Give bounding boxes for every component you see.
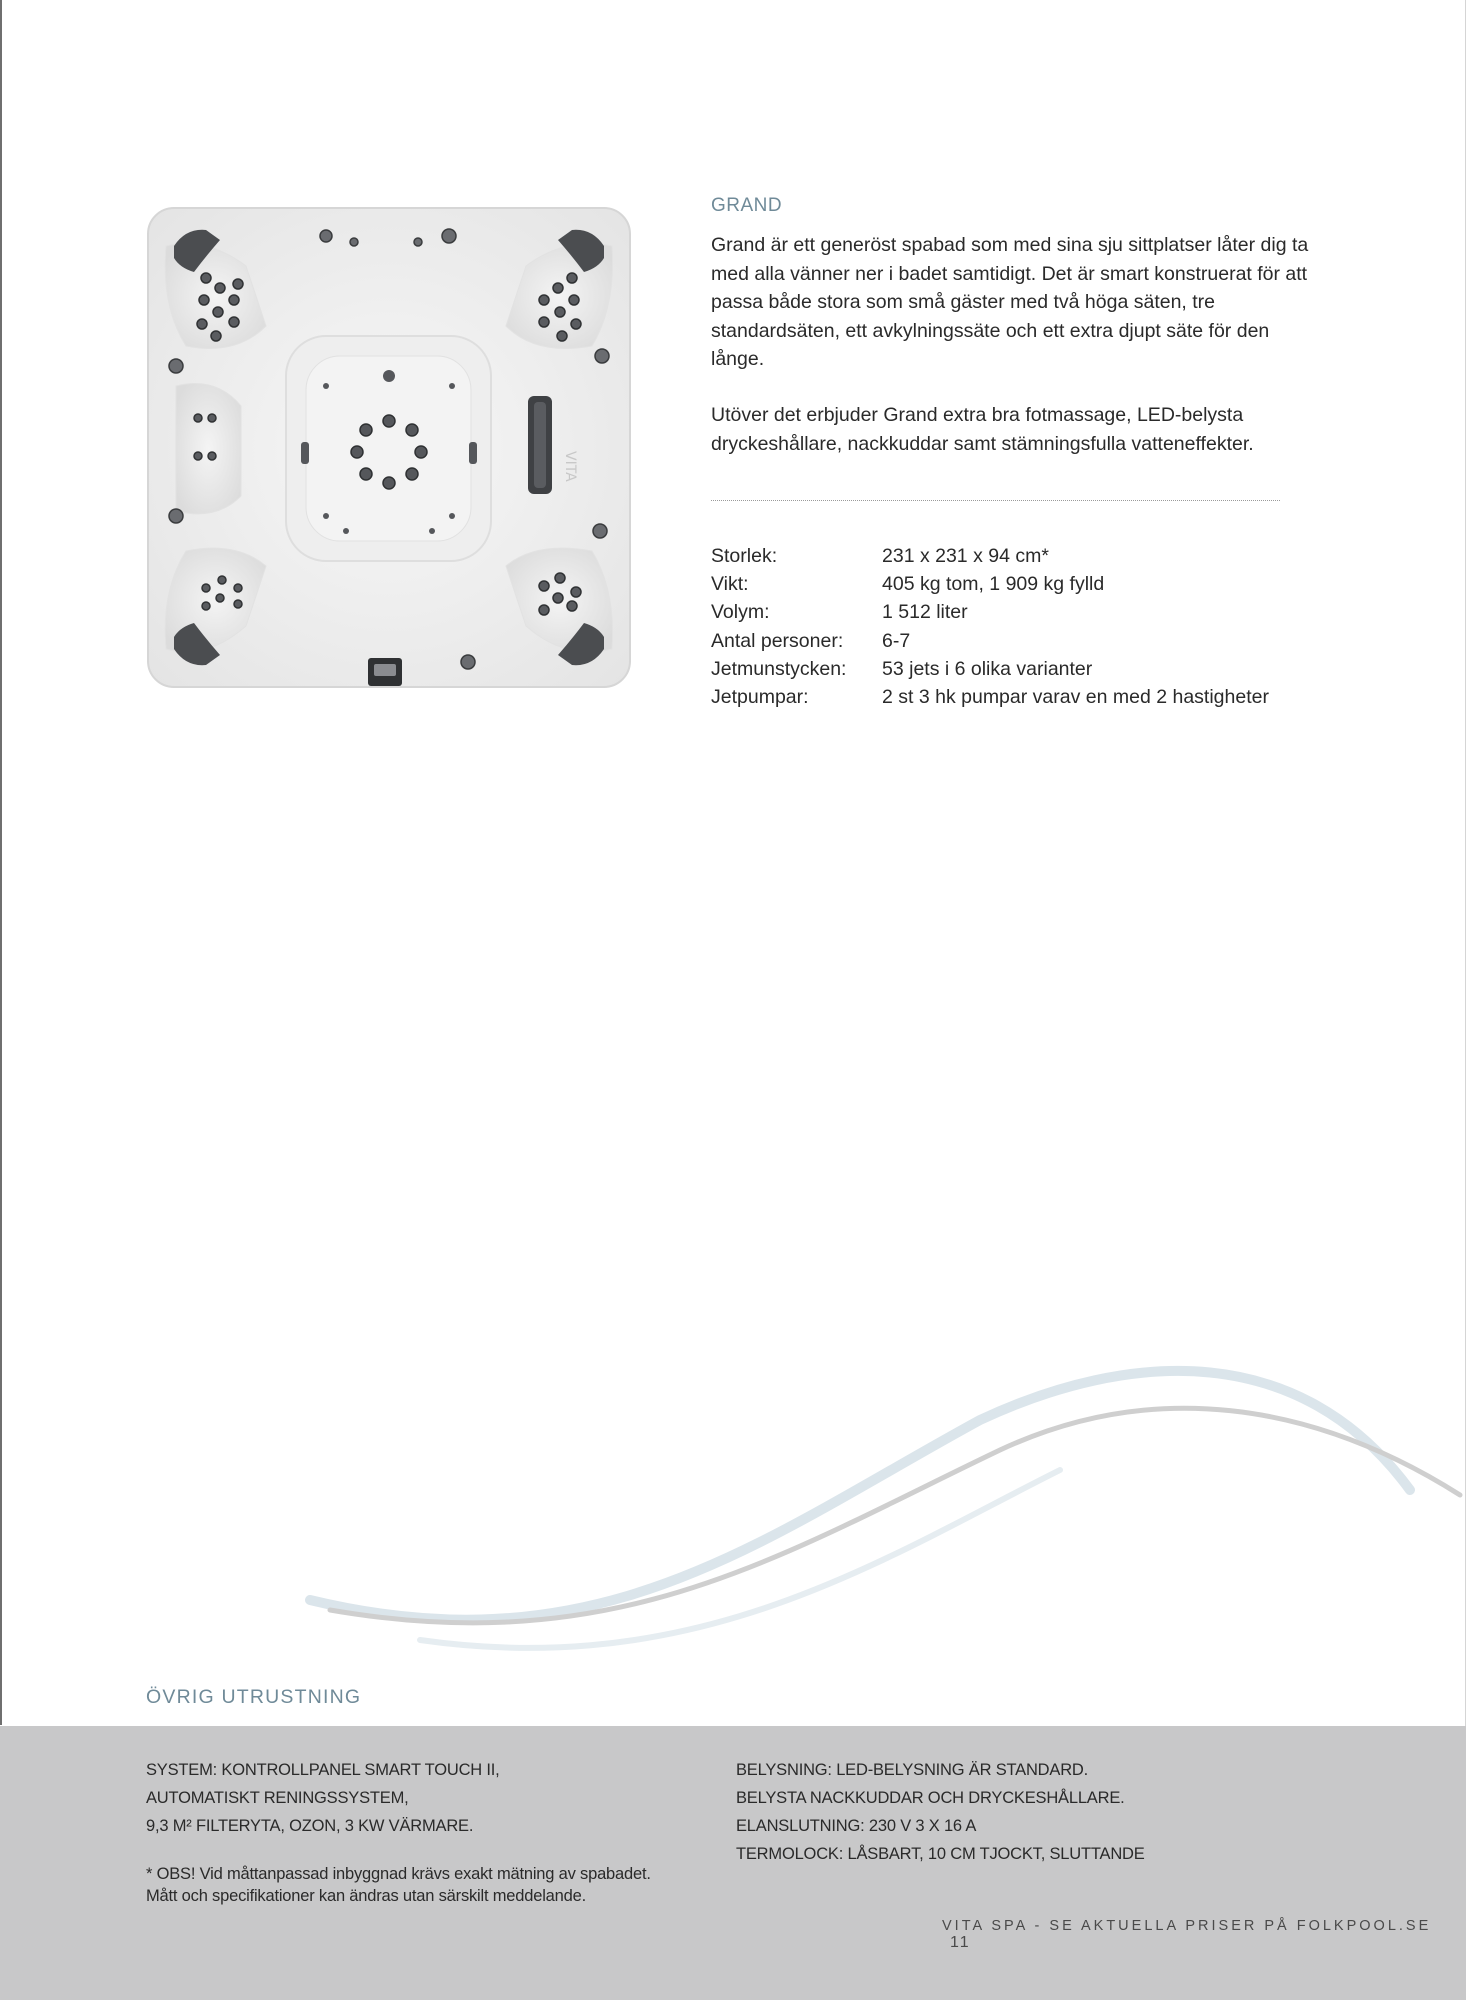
spa-top-view-image: [146, 206, 632, 689]
spec-row: [711, 598, 1269, 626]
spec-label: Jetmunstycken:: [711, 657, 847, 680]
spec-row: [711, 655, 1269, 683]
equipment-line: 9,3 M² FILTERYTA, OZON, 3 KW VÄRMARE.: [146, 1817, 474, 1835]
decorative-wave: [0, 1340, 1466, 1680]
equipment-line: SYSTEM: KONTROLLPANEL SMART TOUCH II,: [146, 1761, 500, 1779]
spec-label: Jetpumpar:: [711, 686, 809, 709]
spec-value: 6-7: [882, 629, 911, 652]
spec-label: Storlek:: [711, 545, 778, 567]
spec-row: [711, 570, 1269, 598]
spec-value: 1 512 liter: [882, 601, 968, 624]
spec-value: 53 jets i 6 olika varianter: [882, 657, 1093, 680]
spec-table: [711, 542, 1269, 711]
spec-value: 405 kg tom, 1 909 kg fylld: [882, 573, 1105, 596]
spec-value: 231 x 231 x 94 cm*: [882, 545, 1049, 567]
equipment-line: TERMOLOCK: LÅSBART, 10 CM TJOCKT, SLUTTANDE: [736, 1845, 1145, 1863]
page-footer: [942, 1918, 1466, 1952]
spec-label: Antal personer:: [711, 629, 844, 652]
spec-row: [711, 542, 1269, 570]
equipment-line: AUTOMATISKT RENINGSSYSTEM,: [146, 1789, 409, 1807]
equipment-line: ELANSLUTNING: 230 V 3 X 16 A: [736, 1817, 977, 1835]
equipment-left-column: [146, 1756, 646, 1840]
spec-label: Volym:: [711, 601, 770, 624]
page-number: 11: [950, 1934, 971, 1951]
dotted-divider: [711, 500, 1280, 501]
product-description: Grand är ett generöst spabad som med sina sju sittplatser låter dig ta med alla vänner ner i badet samtidigt. Det är smart konstruerat för att passa både stora som små gäster med två höga säten, tre standardsäten, ett avkylningssäte och ett extra djupt säte för den långe.: [711, 234, 1309, 370]
equipment-line: BELYSNING: LED-BELYSNING ÄR STANDARD.: [736, 1761, 1089, 1779]
product-title: GRAND: [711, 195, 783, 216]
spec-value: 2 st 3 hk pumpar varav en med 2 hastigheter: [882, 686, 1269, 709]
spec-row: [711, 627, 1269, 655]
equipment-right-column: [736, 1756, 1296, 1868]
equipment-line: BELYSTA NACKKUDDAR OCH DRYCKESHÅLLARE.: [736, 1789, 1125, 1807]
equipment-title: ÖVRIG UTRUSTNING: [146, 1686, 362, 1708]
spec-label: Vikt:: [711, 573, 749, 596]
spec-row: [711, 683, 1269, 711]
product-description-extra: Utöver det erbjuder Grand extra bra fotmassage, LED-belysta dryckeshållare, nackkuddar samt stämningsfulla vatteneffekter.: [711, 404, 1254, 455]
disclaimer-note: * OBS! Vid måttanpassad inbyggnad krävs exakt mätning av spabadet. Mått och specifikationer kan ändras utan särskilt meddelande.: [146, 1865, 651, 1905]
spa-logo-text: VITA: [562, 451, 578, 482]
footer-text: VITA SPA - SE AKTUELLA PRISER PÅ FOLKPOOL.SE: [942, 1918, 1432, 1934]
